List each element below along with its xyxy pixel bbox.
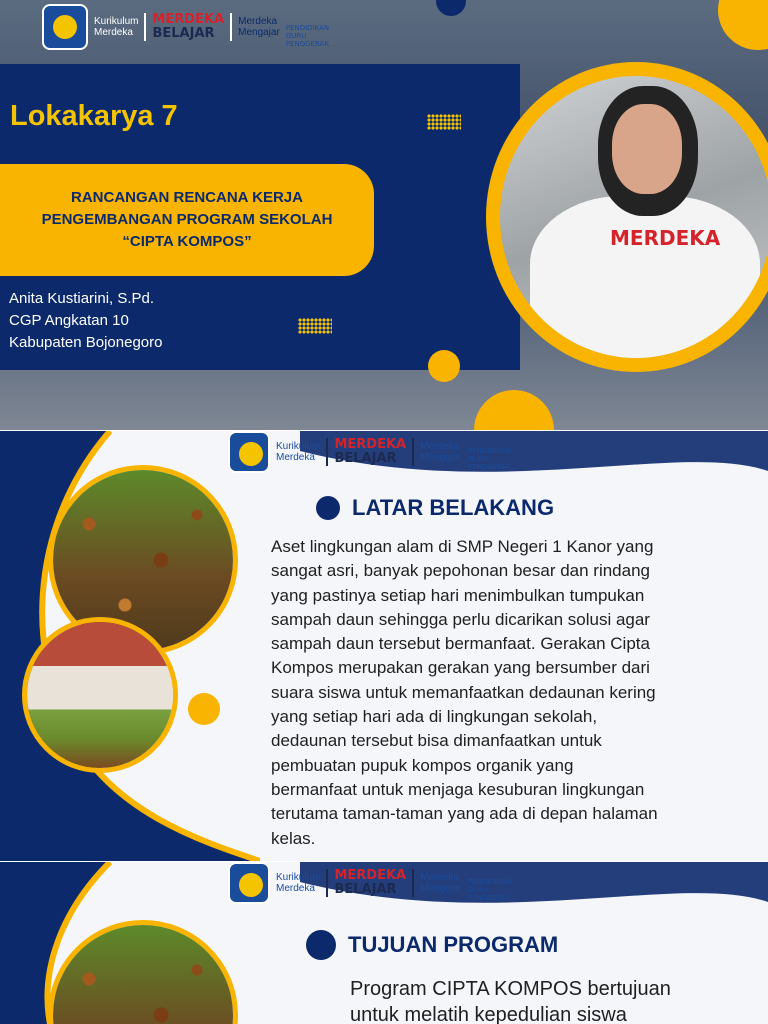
- paragraph-line: Kompos merupakan gerakan yang bersumber dari: [271, 658, 650, 678]
- section-heading: [306, 930, 558, 960]
- program-title-line: PENGEMBANGAN PROGRAM SEKOLAH: [41, 211, 333, 228]
- dot-grid-decor: [298, 318, 332, 334]
- shirt-text: MERDEKA: [610, 226, 721, 250]
- paragraph-line: yang pastinya setiap hari menimbulkan tumpukan: [271, 585, 645, 605]
- tut-wuri-logo: [228, 431, 270, 473]
- bullet-dot: [306, 930, 336, 960]
- section-title: LATAR BELAKANG: [352, 495, 555, 520]
- merdeka-belajar-logo: MERDEKA BELAJAR: [334, 868, 407, 897]
- logo-separator: [230, 13, 232, 41]
- decor-dot: [436, 0, 466, 16]
- goals-paragraph: [350, 976, 671, 1024]
- paragraph-line: sangat asri, banyak pepohonan besar dan rindang: [271, 561, 651, 581]
- merdeka-belajar-logo: MERDEKA BELAJAR: [334, 437, 407, 466]
- program-title-line: RANCANGAN RENCANA KERJA: [71, 189, 303, 206]
- logo-bar: [228, 431, 511, 473]
- logo-separator: [144, 13, 146, 41]
- paragraph-line: bermanfaat untuk menjaga kesuburan lingkungan: [271, 779, 645, 799]
- paragraph-line: suara siswa untuk memanfaatkan dedaunan kering: [271, 682, 656, 702]
- slide-goals: [0, 862, 768, 1024]
- person-shirt: [530, 196, 760, 358]
- paragraph-line: Program CIPTA KOMPOS bertujuan: [350, 978, 671, 1000]
- slide-title: Lokakarya 7: [10, 100, 178, 132]
- author-info: [9, 288, 162, 354]
- kurikulum-merdeka-logo: Kurikulum Merdeka: [276, 441, 321, 463]
- guru-penggerak-logo: PENDIDIKAN GURU PENGGERAK: [467, 878, 512, 902]
- logo-separator: [412, 438, 414, 466]
- paragraph-line: dedaunan tersebut bisa dimanfaatkan untuk: [271, 731, 602, 751]
- paragraph-line: terutama taman-taman yang ada di depan halaman: [271, 804, 658, 824]
- logo-separator: [412, 869, 414, 897]
- kurikulum-merdeka-logo: Kurikulum Merdeka: [94, 16, 139, 38]
- guru-penggerak-logo: PENDIDIKAN GURU PENGGERAK: [285, 24, 330, 48]
- paragraph-line: yang setiap hari ada di lingkungan sekolah,: [271, 707, 598, 727]
- merdeka-belajar-logo: MERDEKA BELAJAR: [152, 12, 225, 41]
- program-title-line: “CIPTA KOMPOS”: [122, 233, 252, 250]
- logo-separator: [326, 869, 328, 897]
- section-heading: [316, 495, 554, 521]
- slide-background: [0, 431, 768, 861]
- paragraph-line: pembuatan pupuk kompos organik yang: [271, 755, 574, 775]
- logo-bar: [42, 4, 329, 50]
- background-paragraph: [271, 535, 658, 851]
- decor-dot: [428, 350, 460, 382]
- author-region: Kabupaten Bojonegoro: [9, 334, 163, 351]
- decor-dot: [718, 0, 768, 50]
- logo-bar: [228, 862, 511, 904]
- tut-wuri-logo: [228, 862, 270, 904]
- person-face: [612, 104, 682, 194]
- section-title: TUJUAN PROGRAM: [348, 932, 559, 957]
- author-batch: CGP Angkatan 10: [9, 312, 129, 329]
- slide-cover: [0, 0, 768, 430]
- decor-dot: [474, 390, 554, 430]
- paragraph-line: Aset lingkungan alam di SMP Negeri 1 Kanor yang: [271, 537, 654, 556]
- author-photo: [500, 76, 768, 358]
- merdeka-mengajar-logo: Merdeka Mengajar: [238, 16, 280, 38]
- guru-penggerak-logo: PENDIDIKAN GURU PENGGERAK: [467, 447, 512, 471]
- paragraph-line: kelas.: [271, 828, 316, 848]
- kurikulum-merdeka-logo: Kurikulum Merdeka: [276, 872, 321, 894]
- tut-wuri-logo: [42, 4, 88, 50]
- bullet-dot: [316, 496, 340, 520]
- logo-separator: [326, 438, 328, 466]
- merdeka-mengajar-logo: Merdeka Mengajar: [420, 441, 462, 463]
- house-leaves-photo: [22, 617, 178, 773]
- author-name: Anita Kustiarini, S.Pd.: [9, 290, 155, 307]
- program-title-box: [0, 164, 374, 276]
- paragraph-line: sampah daun sehingga perlu dicarikan solusi agar: [271, 609, 650, 629]
- paragraph-line: untuk melatih kepedulian siswa: [350, 1004, 627, 1024]
- merdeka-mengajar-logo: Merdeka Mengajar: [420, 872, 462, 894]
- paragraph-line: sampah daun tersebut bermanfaat. Gerakan Cipta: [271, 634, 650, 654]
- decor-dot: [188, 693, 220, 725]
- dot-grid-decor: [427, 114, 461, 130]
